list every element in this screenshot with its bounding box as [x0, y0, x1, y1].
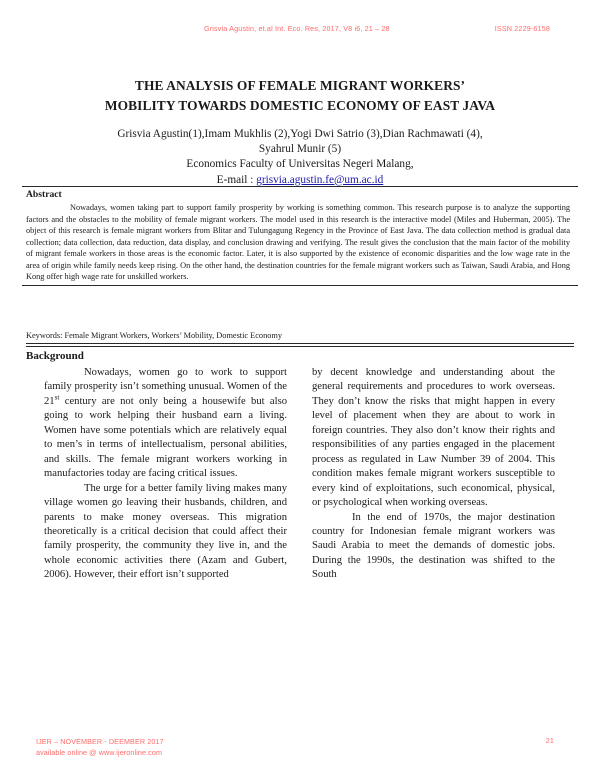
body-column-left [44, 366, 287, 583]
footer-journal-info [36, 736, 164, 758]
footer-line-1: IJER – NOVEMBER - DEEMBER 2017 [36, 737, 164, 746]
page-footer [36, 736, 564, 760]
paper-title-line-1: THE ANALYSIS OF FEMALE MIGRANT WORKERS’ [134, 78, 466, 93]
paper-title-line-2: MOBILITY TOWARDS DOMESTIC ECONOMY OF EAST JAVA [104, 98, 496, 113]
email-label: E-mail : [216, 173, 257, 186]
email-link[interactable]: grisvia.agustin.fe@um.ac.id [256, 173, 384, 186]
abstract-section [22, 186, 578, 286]
footer-line-2: available online @ www.ijeronline.com [36, 748, 163, 757]
body-paragraph: Nowadays, women go to work to support family prosperity isn’t something unusual. Women of the 21st century are not only being a housewife but also going to work helping their husband earn a living. Women have some potentials which are relatively equal to men’s in terms of intellectualism, personal abilities, and skills. The female migrant workers working in manufactories today are facing critical issues. [44, 367, 287, 480]
page-number: 21 [545, 736, 554, 745]
author-affiliation: Economics Faculty of Universitas Negeri Malang, [186, 158, 414, 171]
abstract-heading: Abstract [26, 189, 62, 200]
running-head-citation: Grisvia Agustin, et.al Int. Eco. Res, 2017, V8 i6, 21 – 28 [204, 24, 390, 33]
author-names-line-2: Syahrul Munir (5) [258, 143, 342, 156]
running-head [36, 24, 564, 36]
body-columns [44, 366, 556, 583]
author-block [46, 127, 554, 188]
body-column-right [312, 366, 555, 583]
author-names-line-1: Grisvia Agustin(1),Imam Mukhlis (2),Yogi Dwi Satrio (3),Dian Rachmawati (4), [117, 128, 483, 140]
paper-title [58, 76, 542, 116]
body-paragraph: The urge for a better family living makes many village women go leaving their husbands, children, and parents to make money overseas. This migration theoretically is a critical decision that could affect their family prosperity, the community they live in, and the whole economic activities there (Azam and Gubert, 2006). However, their effort isn’t supported [44, 482, 287, 581]
superscript-ordinal: st [54, 393, 60, 402]
abstract-body: Nowadays, women taking part to support family prosperity by working is something common. This research purpose is to analyze the supporting factors and the obstacles to the mobility of female migrant workers. The model used in this research is the interactive model (Miles and Huberman, 2005). The object of this research is female migrant workers from Blitar and Tulungagung Regency in the Province of East Java. The data collection method is gradual data collection; data collection, data reduction, data display, and conclusion drawing and verifying. The result gives the conclusion that the main factor of the mobility of migrant female workers in those areas is the economic factor. Later, it is also supported by the existence of economic disparities and the low wage rate in the area of origin while family needs keep rising. On the other hand, the destination countries for the female migrant workers such as Taiwan, Saudi Arabia, and Hong Kong offer high wage rate for unskilled workers. [26, 203, 570, 282]
section-heading-background: Background [26, 346, 574, 363]
body-paragraph: In the end of 1970s, the major destination country for Indonesian female migrant workers was Saudi Arabia to meet the demands of domestic jobs. During the 1990s, the destination was shifted to the South [312, 511, 555, 581]
keywords-line: Keywords: Female Migrant Workers, Workers’ Mobility, Domestic Economy [26, 330, 574, 344]
body-paragraph: by decent knowledge and understanding about the general requirements and procedures to work overseas. They don’t know the risks that might happen in every level of placement when they are about to work in foreign countries. They also don’t know their rights and responsibilities of any parties engaged in the placement process as regulated in Law Number 39 of 2004. This condition makes female migrant workers susceptible to every kind of exploitations, such economical, physical, or psychological when working overseas. [312, 367, 555, 509]
running-head-issn: ISSN 2229-6158 [494, 24, 550, 33]
